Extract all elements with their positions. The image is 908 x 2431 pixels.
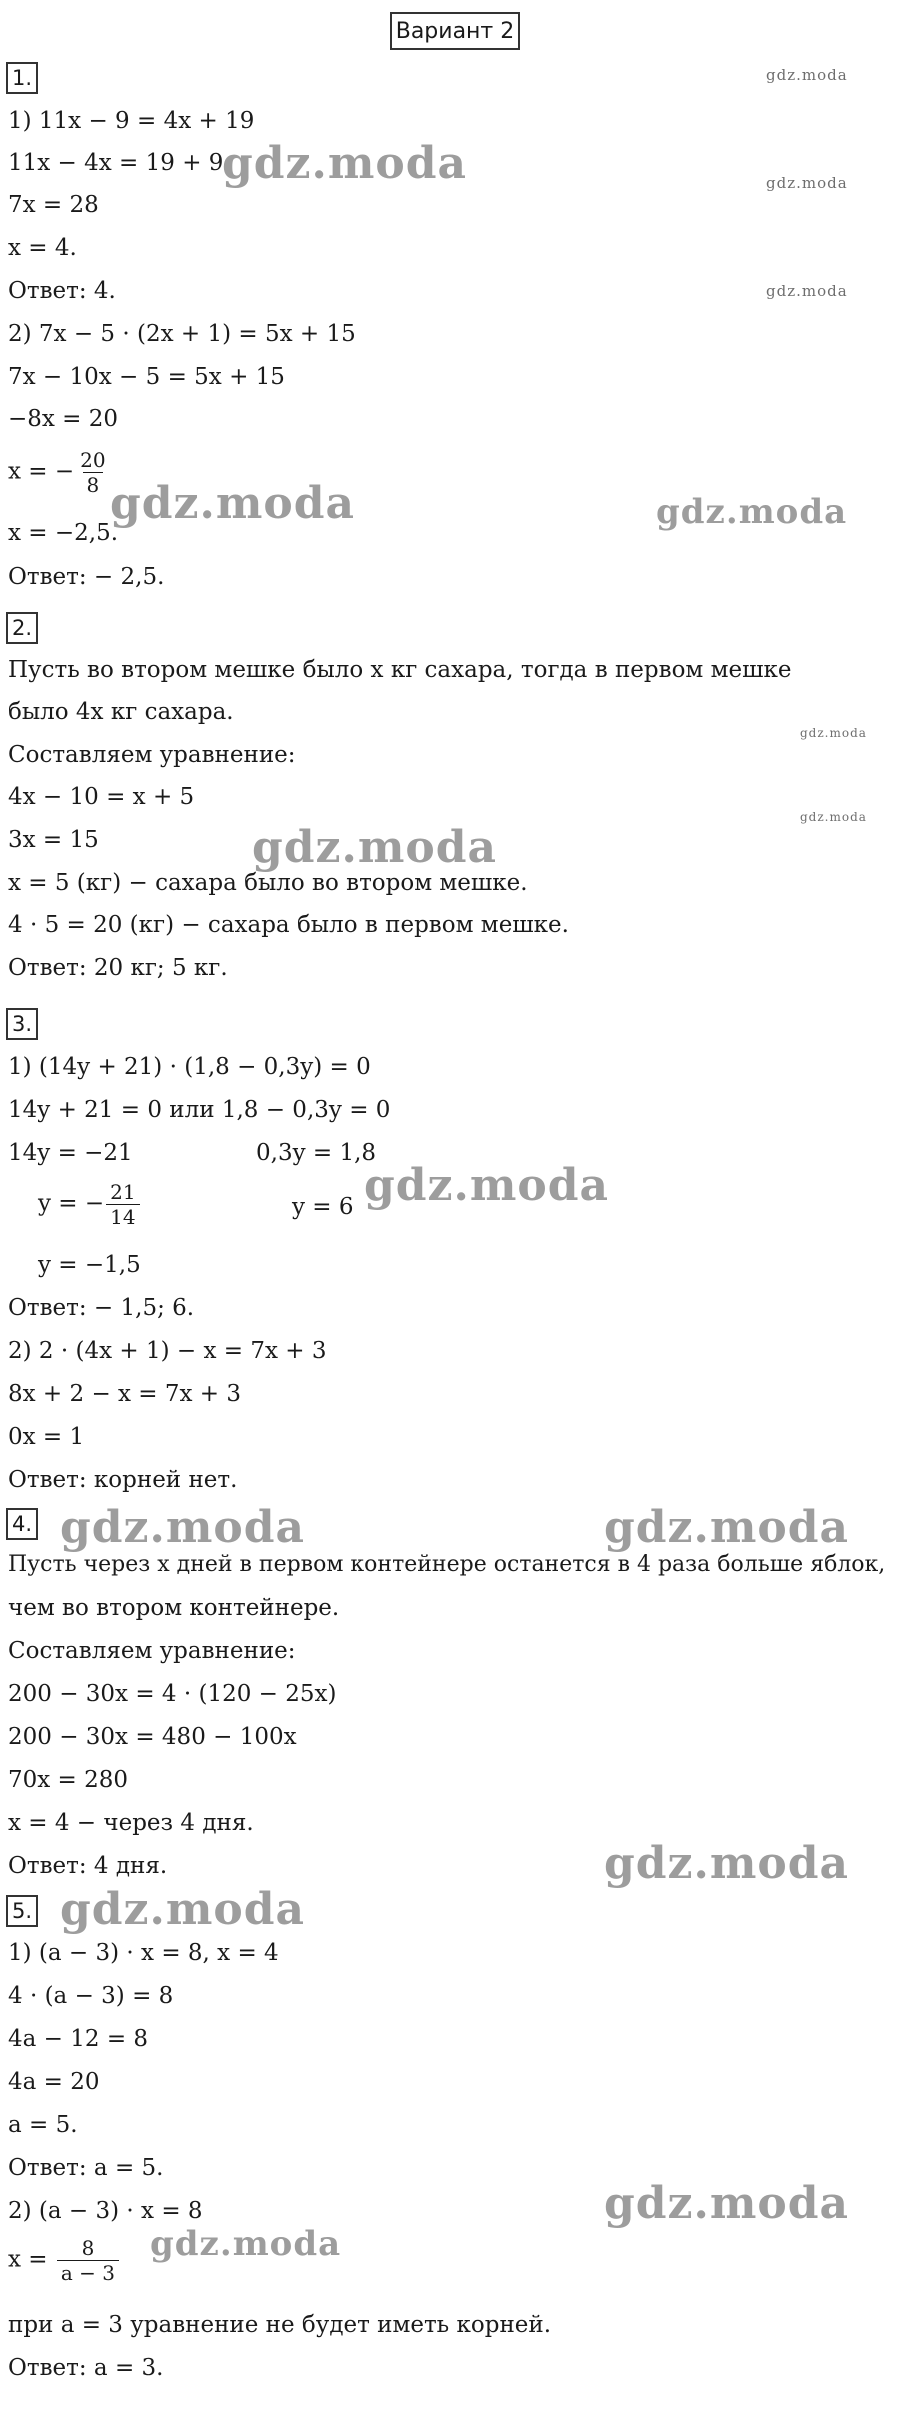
task-5-fraction-prefix: x = — [8, 2246, 55, 2273]
task-5-fraction — [57, 2236, 119, 2285]
task-5-line-2: 4 · (a − 3) = 8 — [8, 1983, 174, 2009]
watermark: gdz.moda — [60, 1884, 306, 1935]
task-4-line-4: 200 − 30x = 4 · (120 − 25x) — [8, 1681, 337, 1707]
task-4-line-2: чем во втором контейнере. — [8, 1595, 340, 1621]
task-3-fraction-line — [38, 1180, 140, 1229]
watermark: gdz.moda — [800, 810, 867, 824]
task-4-answer: Ответ: 4 дня. — [8, 1853, 168, 1879]
task-1-number: 1. — [6, 62, 38, 94]
watermark: gdz.moda — [222, 138, 468, 189]
task-4-number: 4. — [6, 1508, 38, 1540]
task-3-fraction-numerator: 21 — [110, 1180, 136, 1204]
task-4-line-5: 200 − 30x = 480 − 100x — [8, 1724, 297, 1750]
watermark: gdz.moda — [656, 492, 848, 532]
task-5-fraction-line — [8, 2236, 119, 2285]
task-3-fraction-prefix: y = − — [38, 1190, 105, 1217]
task-5-fraction-denominator: a − 3 — [57, 2260, 119, 2285]
task-2-line-2: было 4x кг сахара. — [8, 699, 234, 725]
watermark: gdz.moda — [604, 2178, 850, 2229]
task-1-line-2: 11x − 4x = 19 + 9 — [8, 150, 224, 176]
task-3-line-9: 0x = 1 — [8, 1424, 85, 1450]
task-3-number: 3. — [6, 1008, 38, 1040]
task-5-line-4: 4a = 20 — [8, 2069, 100, 2095]
watermark: gdz.moda — [110, 478, 356, 529]
task-2-line-3: Составляем уравнение: — [8, 742, 296, 768]
task-5-line-5: a = 5. — [8, 2112, 78, 2138]
watermark: gdz.moda — [766, 282, 848, 300]
task-3-answer-2: Ответ: корней нет. — [8, 1467, 238, 1493]
task-3-line-4b: y = 6 — [292, 1194, 354, 1220]
watermark: gdz.moda — [604, 1502, 850, 1553]
task-3-fraction-denominator: 14 — [106, 1204, 139, 1229]
task-1-line-3: 7x = 28 — [8, 192, 99, 218]
task-2-number: 2. — [6, 612, 38, 644]
task-1-fraction-line — [8, 448, 110, 497]
task-2-line-5: 3x = 15 — [8, 827, 99, 853]
task-1-line-6: 2) 7x − 5 · (2x + 1) = 5x + 15 — [8, 321, 356, 347]
watermark: gdz.moda — [364, 1160, 610, 1211]
task-3-line-8: 8x + 2 − x = 7x + 3 — [8, 1381, 242, 1407]
task-5-line-3: 4a − 12 = 8 — [8, 2026, 149, 2052]
task-4-line-7: x = 4 − через 4 дня. — [8, 1810, 254, 1836]
task-1-line-8: −8x = 20 — [8, 406, 119, 432]
task-1-answer-1: Ответ: 4. — [8, 278, 116, 304]
variant-title: Вариант 2 — [390, 12, 520, 50]
task-3-fraction — [106, 1180, 139, 1229]
task-3-answer-1: Ответ: − 1,5; 6. — [8, 1295, 195, 1321]
task-3-line-3b: 0,3y = 1,8 — [256, 1140, 377, 1166]
task-5-fraction-numerator: 8 — [81, 2236, 95, 2260]
task-1-line-4: x = 4. — [8, 235, 77, 261]
watermark: gdz.moda — [604, 1838, 850, 1889]
task-3-line-3a: 14y = −21 — [8, 1140, 133, 1166]
task-1-answer-2: Ответ: − 2,5. — [8, 564, 165, 590]
task-3-line-7: 2) 2 · (4x + 1) − x = 7x + 3 — [8, 1338, 327, 1364]
task-5-line-9: при a = 3 уравнение не будет иметь корней. — [8, 2312, 552, 2338]
task-1-line-10: x = −2,5. — [8, 520, 119, 546]
task-2-line-7: 4 · 5 = 20 (кг) − сахара было в первом мешке. — [8, 912, 569, 938]
task-2-line-6: x = 5 (кг) − сахара было во втором мешке. — [8, 870, 528, 896]
task-5-answer-2: Ответ: a = 3. — [8, 2355, 164, 2381]
task-2-line-4: 4x − 10 = x + 5 — [8, 784, 195, 810]
watermark: gdz.moda — [766, 66, 848, 84]
task-4-line-3: Составляем уравнение: — [8, 1638, 296, 1664]
task-5-line-1: 1) (a − 3) · x = 8, x = 4 — [8, 1940, 279, 1966]
task-4-line-1: Пусть через x дней в первом контейнере останется в 4 раза больше яблок, — [8, 1552, 886, 1577]
watermark: gdz.moda — [252, 822, 498, 873]
task-2-answer: Ответ: 20 кг; 5 кг. — [8, 955, 228, 981]
task-1-fraction-denominator: 8 — [83, 472, 104, 497]
task-1-line-1: 1) 11x − 9 = 4x + 19 — [8, 108, 255, 134]
watermark: gdz.moda — [60, 1502, 306, 1553]
task-5-line-7: 2) (a − 3) · x = 8 — [8, 2198, 203, 2224]
task-2-line-1: Пусть во втором мешке было x кг сахара, тогда в первом мешке — [8, 657, 792, 683]
task-3-line-1: 1) (14y + 21) · (1,8 − 0,3y) = 0 — [8, 1054, 371, 1080]
task-1-fraction-prefix: x = − — [8, 458, 75, 485]
task-4-line-6: 70x = 280 — [8, 1767, 129, 1793]
task-1-fraction — [76, 448, 109, 497]
task-1-line-7: 7x − 10x − 5 = 5x + 15 — [8, 364, 285, 390]
watermark: gdz.moda — [150, 2224, 342, 2264]
watermark: gdz.moda — [800, 726, 867, 740]
task-5-number: 5. — [6, 1895, 38, 1927]
task-5-answer-1: Ответ: a = 5. — [8, 2155, 164, 2181]
task-1-fraction-numerator: 20 — [80, 448, 106, 472]
task-3-line-5: y = −1,5 — [38, 1252, 141, 1278]
task-3-line-2: 14y + 21 = 0 или 1,8 − 0,3y = 0 — [8, 1097, 391, 1123]
watermark: gdz.moda — [766, 174, 848, 192]
